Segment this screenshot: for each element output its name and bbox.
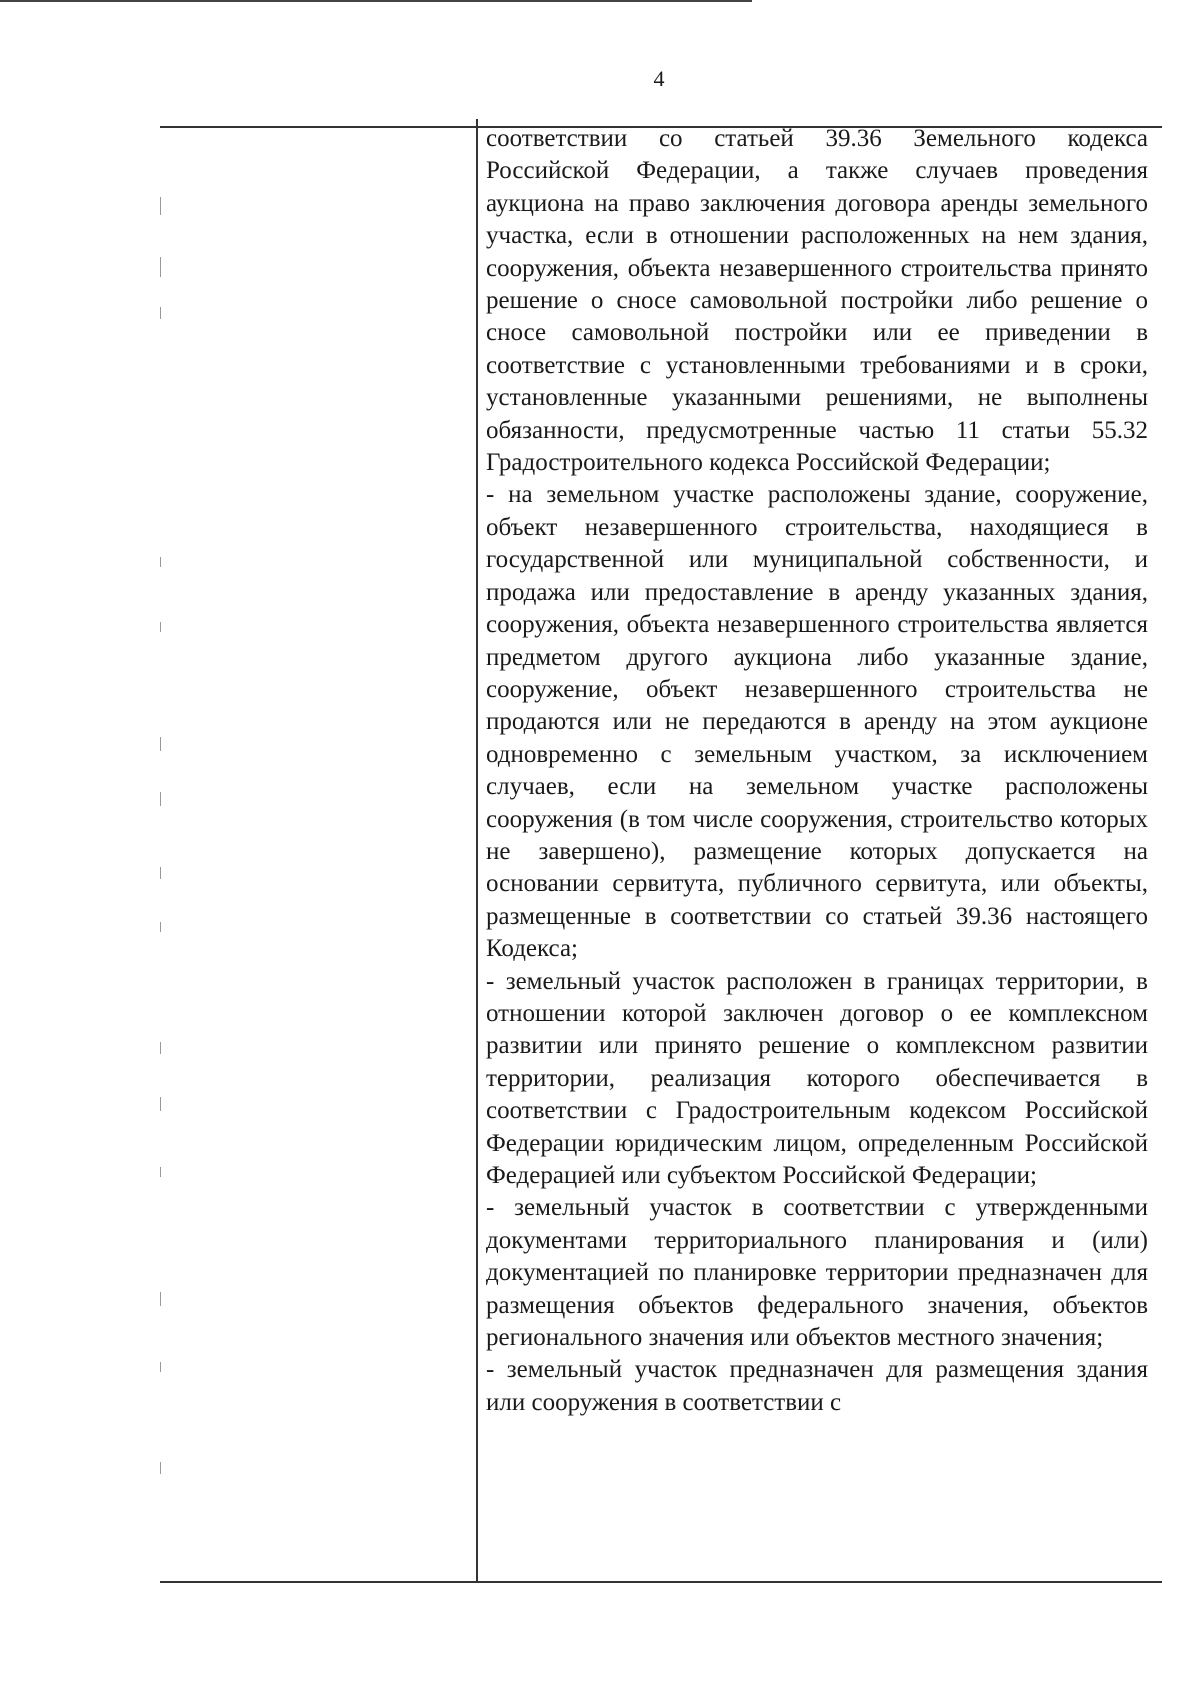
- table-column-divider: [476, 119, 478, 1582]
- page-number: 4: [653, 66, 665, 91]
- scan-artifact: [160, 867, 161, 879]
- scan-artifact: [160, 737, 161, 751]
- scan-artifact: [160, 922, 161, 932]
- document-table: [160, 111, 1162, 1583]
- scan-artifact: [160, 197, 161, 215]
- paragraph: - земельный участок в соответствии с утвержденными документами территориального планирования и (или) документацией по планировке территории предназначен для размещения объектов федерального значения, объектов регионального значения или объектов местного значения;: [486, 1194, 1148, 1352]
- scan-artifact: [160, 1167, 161, 1177]
- paragraph: - земельный участок расположен в границах территории, в отношении которой заключен договор о ее комплексном развитии или принято решение о комплексном развитии территории, реализация которого обеспечивается в соответствии с Градостроительным кодексом Российской Федерации юридическим лицом, определенным Российской Федерацией или субъектом Российской Федерации;: [486, 967, 1148, 1189]
- scan-edge-line: [0, 0, 752, 2]
- paragraph: соответствии со статьей 39.36 Земельного кодекса Российской Федерации, а также случаев проведения аукциона на право заключения договора аренды земельного участка, если в отношении расположенных на нем здания, сооружения, объекта незавершенного строительства принято решение о сносе самовольной постройки либо решение о сносе самовольной постройки или ее приведении в соответствие с установленными требованиями и в сроки, установленные указанными решениями, не выполнены обязанности, предусмотренные частью 11 статьи 55.32 Градостроительного кодекса Российской Федерации;: [486, 125, 1148, 477]
- scan-artifact: [160, 307, 161, 319]
- scan-artifact: [160, 792, 161, 806]
- scan-artifact: [160, 1042, 161, 1054]
- scan-artifact: [160, 622, 161, 632]
- paragraph: - на земельном участке расположены здание, сооружение, объект незавершенного строительства, находящиеся в государственной или муниципальной собственности, и продажа или предоставление в аренду указанных здания, сооружения, объекта незавершенного строительства является предметом другого аукциона либо указанные здание, сооружение, объект незавершенного строительства не продаются или не передаются в аренду на этом аукционе одновременно с земельным участком, за исключением случаев, если на земельном участке расположены сооружения (в том числе сооружения, строительство которых не завершено), размещение которых допускается на основании сервитута, публичного сервитута, или объекты, размещенные в соответствии со статьей 39.36 настоящего Кодекса;: [486, 481, 1148, 963]
- scan-artifact: [160, 1462, 161, 1474]
- scan-artifact: [160, 1292, 161, 1306]
- scan-artifact: [160, 1362, 161, 1372]
- scan-artifact: [160, 257, 161, 277]
- table-right-cell: [486, 123, 1148, 1419]
- paragraph: - земельный участок предназначен для размещения здания или сооружения в соответствии с: [486, 1356, 1148, 1416]
- table-bottom-border: [160, 1581, 1162, 1583]
- scan-artifact: [160, 1097, 161, 1111]
- table-left-cell: [160, 127, 476, 1581]
- scan-artifact: [160, 557, 161, 567]
